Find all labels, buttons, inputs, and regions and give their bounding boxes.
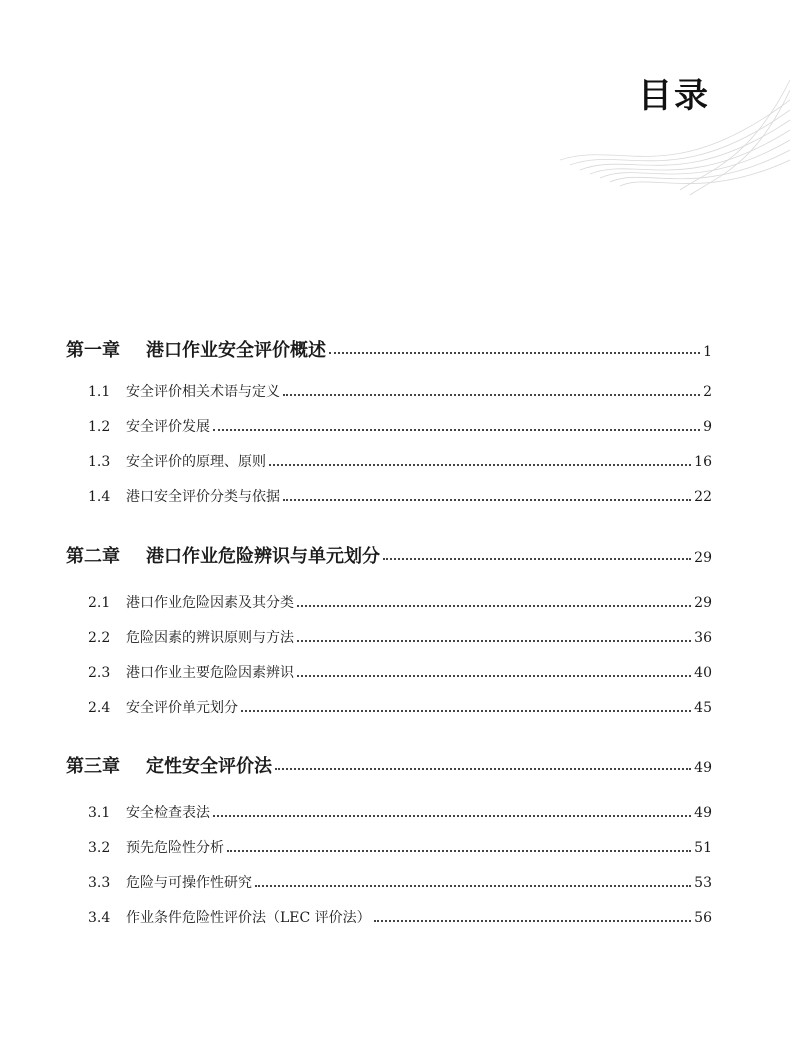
chapter-title: 港口作业危险辨识与单元划分 [146,546,380,567]
section-title: 安全评价发展 [126,419,210,435]
section-row[interactable] [88,592,712,612]
section-number: 2.4 [88,700,111,716]
section-row[interactable] [88,802,712,822]
chapter-label: 第三章 [66,756,120,777]
section-row[interactable] [88,381,712,401]
chapter-row[interactable] [66,336,712,362]
page-number: 29 [694,595,712,611]
chapter-title: 港口作业安全评价概述 [146,340,326,361]
dot-leader [297,675,691,677]
section-title: 安全评价相关术语与定义 [126,384,280,400]
dot-leader [329,352,700,354]
section-row[interactable] [88,837,712,857]
section-number: 2.3 [88,665,111,681]
chapter-row[interactable] [66,542,712,568]
section-number: 1.3 [88,454,111,470]
section-number: 1.4 [88,489,111,505]
page-number: 29 [694,550,712,566]
dot-leader [297,605,691,607]
dot-leader [269,464,691,466]
page-number: 45 [694,700,712,716]
dot-leader [213,429,700,431]
section-title: 港口作业危险因素及其分类 [126,595,294,611]
chapter-label: 第二章 [66,546,120,567]
dot-leader [374,920,691,922]
section-title: 港口作业主要危险因素辨识 [126,665,294,681]
page-number: 49 [694,760,712,776]
page-number: 16 [694,454,712,470]
section-title: 危险与可操作性研究 [126,875,252,891]
section-title: 作业条件危险性评价法（LEC 评价法） [126,910,371,926]
page-number: 9 [703,419,712,435]
dot-leader [283,394,700,396]
page-number: 40 [694,665,712,681]
decorative-wave-graphic [560,40,790,210]
page-number: 22 [694,489,712,505]
section-number: 2.1 [88,595,111,611]
section-row[interactable] [88,627,712,647]
section-number: 2.2 [88,630,111,646]
page-number: 53 [694,875,712,891]
chapter-row[interactable] [66,752,712,778]
section-number: 3.3 [88,875,111,891]
dot-leader [297,640,691,642]
page-title: 目录 [638,76,710,116]
page-number: 2 [703,384,712,400]
dot-leader [241,710,691,712]
section-number: 1.1 [88,384,111,400]
section-number: 3.2 [88,840,111,856]
section-row[interactable] [88,486,712,506]
dot-leader [255,885,691,887]
page-number: 56 [694,910,712,926]
section-number: 1.2 [88,419,111,435]
section-row[interactable] [88,416,712,436]
section-title: 安全评价的原理、原则 [126,454,266,470]
section-row[interactable] [88,662,712,682]
section-title: 港口安全评价分类与依据 [126,489,280,505]
dot-leader [275,768,691,770]
section-row[interactable] [88,907,712,927]
page-number: 49 [694,805,712,821]
dot-leader [227,850,691,852]
section-title: 安全评价单元划分 [126,700,238,716]
page-number: 36 [694,630,712,646]
page-number: 1 [703,344,712,360]
page-number: 51 [694,840,712,856]
section-number: 3.4 [88,910,111,926]
section-number: 3.1 [88,805,111,821]
section-title: 安全检查表法 [126,805,210,821]
dot-leader [383,558,691,560]
dot-leader [283,499,691,501]
chapter-title: 定性安全评价法 [146,756,272,777]
section-title: 危险因素的辨识原则与方法 [126,630,294,646]
section-row[interactable] [88,451,712,471]
dot-leader [213,815,691,817]
section-title: 预先危险性分析 [126,840,224,856]
chapter-label: 第一章 [66,340,120,361]
section-row[interactable] [88,697,712,717]
section-row[interactable] [88,872,712,892]
